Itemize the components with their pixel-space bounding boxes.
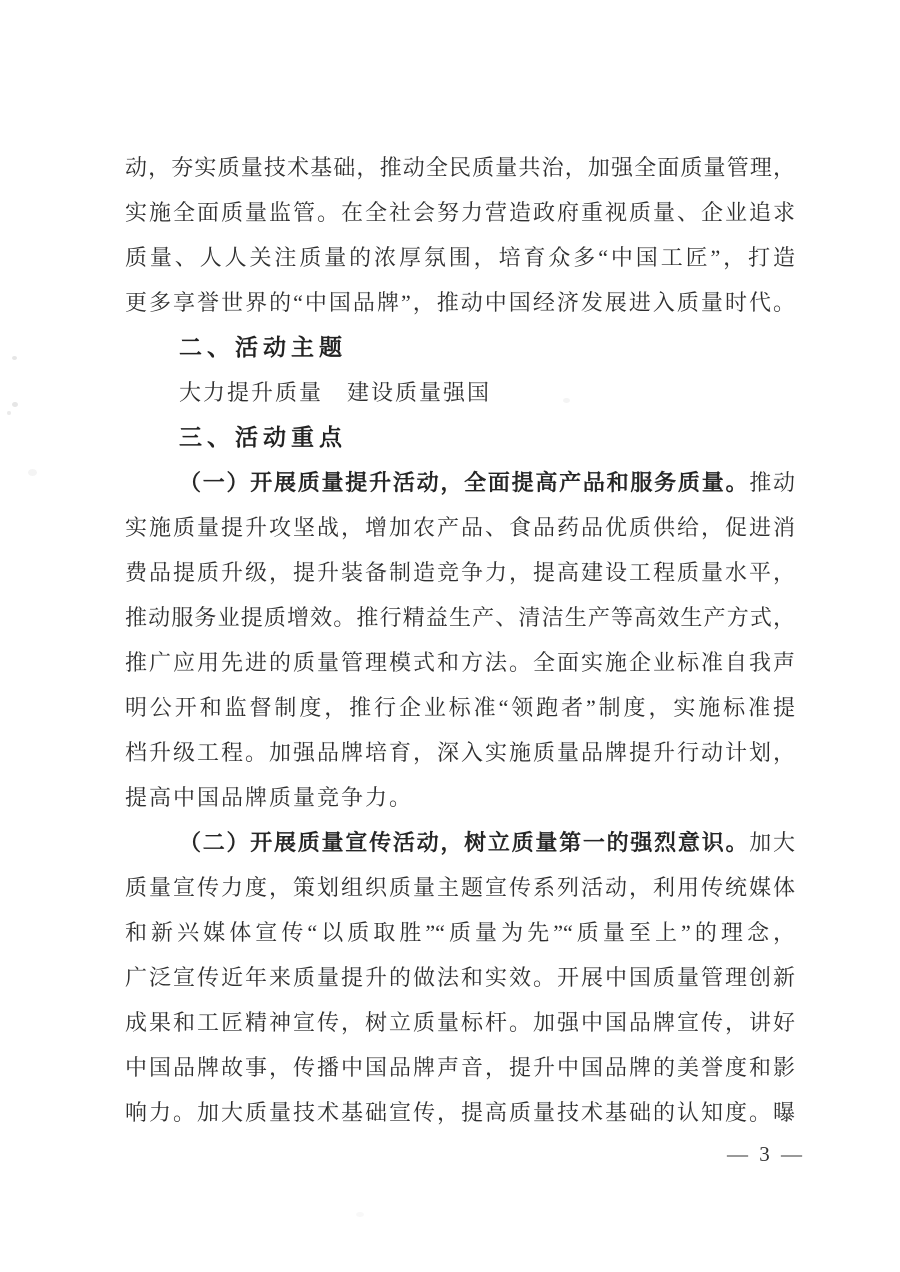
scan-speck (12, 402, 18, 407)
body-line: 质量、人人关注质量的浓厚氛围，培育众多“中国工匠”，打造 (125, 245, 795, 270)
item2-lead-tail: 加大 (749, 830, 795, 855)
body-line: 实施全面质量监管。在全社会努力营造政府重视质量、企业追求 (125, 200, 795, 225)
section-heading-2: 二、活动主题 (179, 334, 347, 360)
body-line: 和新兴媒体宣传“以质取胜”“质量为先”“质量至上”的理念， (125, 920, 795, 945)
scan-speck (356, 1212, 364, 1217)
body-line: 实施质量提升攻坚战，增加农产品、食品药品优质供给，促进消 (125, 515, 795, 540)
item1-lead-tail: 推动 (749, 470, 795, 495)
page-number: — 3 — (727, 1142, 805, 1166)
body-line: 明公开和监督制度，推行企业标准“领跑者”制度，实施标准提 (125, 695, 795, 720)
activity-theme-line: 大力提升质量 建设质量强国 (179, 380, 492, 405)
body-line: 响力。加大质量技术基础宣传，提高质量技术基础的认知度。曝 (125, 1100, 795, 1125)
scan-speck (7, 411, 11, 415)
item1-lead-bold: （一）开展质量提升活动，全面提高产品和服务质量。 (179, 470, 750, 495)
body-line: 推广应用先进的质量管理模式和方法。全面实施企业标准自我声 (125, 650, 795, 675)
body-line: 费品提质升级，提升装备制造竞争力，提高建设工程质量水平， (125, 560, 795, 585)
body-line: 更多享誉世界的“中国品牌”，推动中国经济发展进入质量时代。 (125, 290, 795, 315)
body-line: 中国品牌故事，传播中国品牌声音，提升中国品牌的美誉度和影 (125, 1055, 795, 1080)
body-line: 推动服务业提质增效。推行精益生产、清洁生产等高效生产方式， (125, 605, 795, 630)
body-line: 档升级工程。加强品牌培育，深入实施质量品牌提升行动计划， (125, 740, 795, 765)
body-line: 成果和工匠精神宣传，树立质量标杆。加强中国品牌宣传，讲好 (125, 1010, 795, 1035)
document-body (125, 145, 795, 1135)
body-line: 质量宣传力度，策划组织质量主题宣传系列活动，利用传统媒体 (125, 875, 795, 900)
scan-speck (28, 469, 37, 476)
scan-speck (12, 356, 17, 360)
body-line: 动，夯实质量技术基础，推动全民质量共治，加强全面质量管理， (125, 155, 795, 180)
item2-lead-line (125, 820, 795, 865)
item1-lead-line (125, 460, 795, 505)
body-line: 提高中国品牌质量竞争力。 (125, 785, 414, 810)
section-heading-3: 三、活动重点 (179, 424, 347, 450)
item2-lead-bold: （二）开展质量宣传活动，树立质量第一的强烈意识。 (179, 830, 750, 855)
body-line: 广泛宣传近年来质量提升的做法和实效。开展中国质量管理创新 (125, 965, 795, 990)
